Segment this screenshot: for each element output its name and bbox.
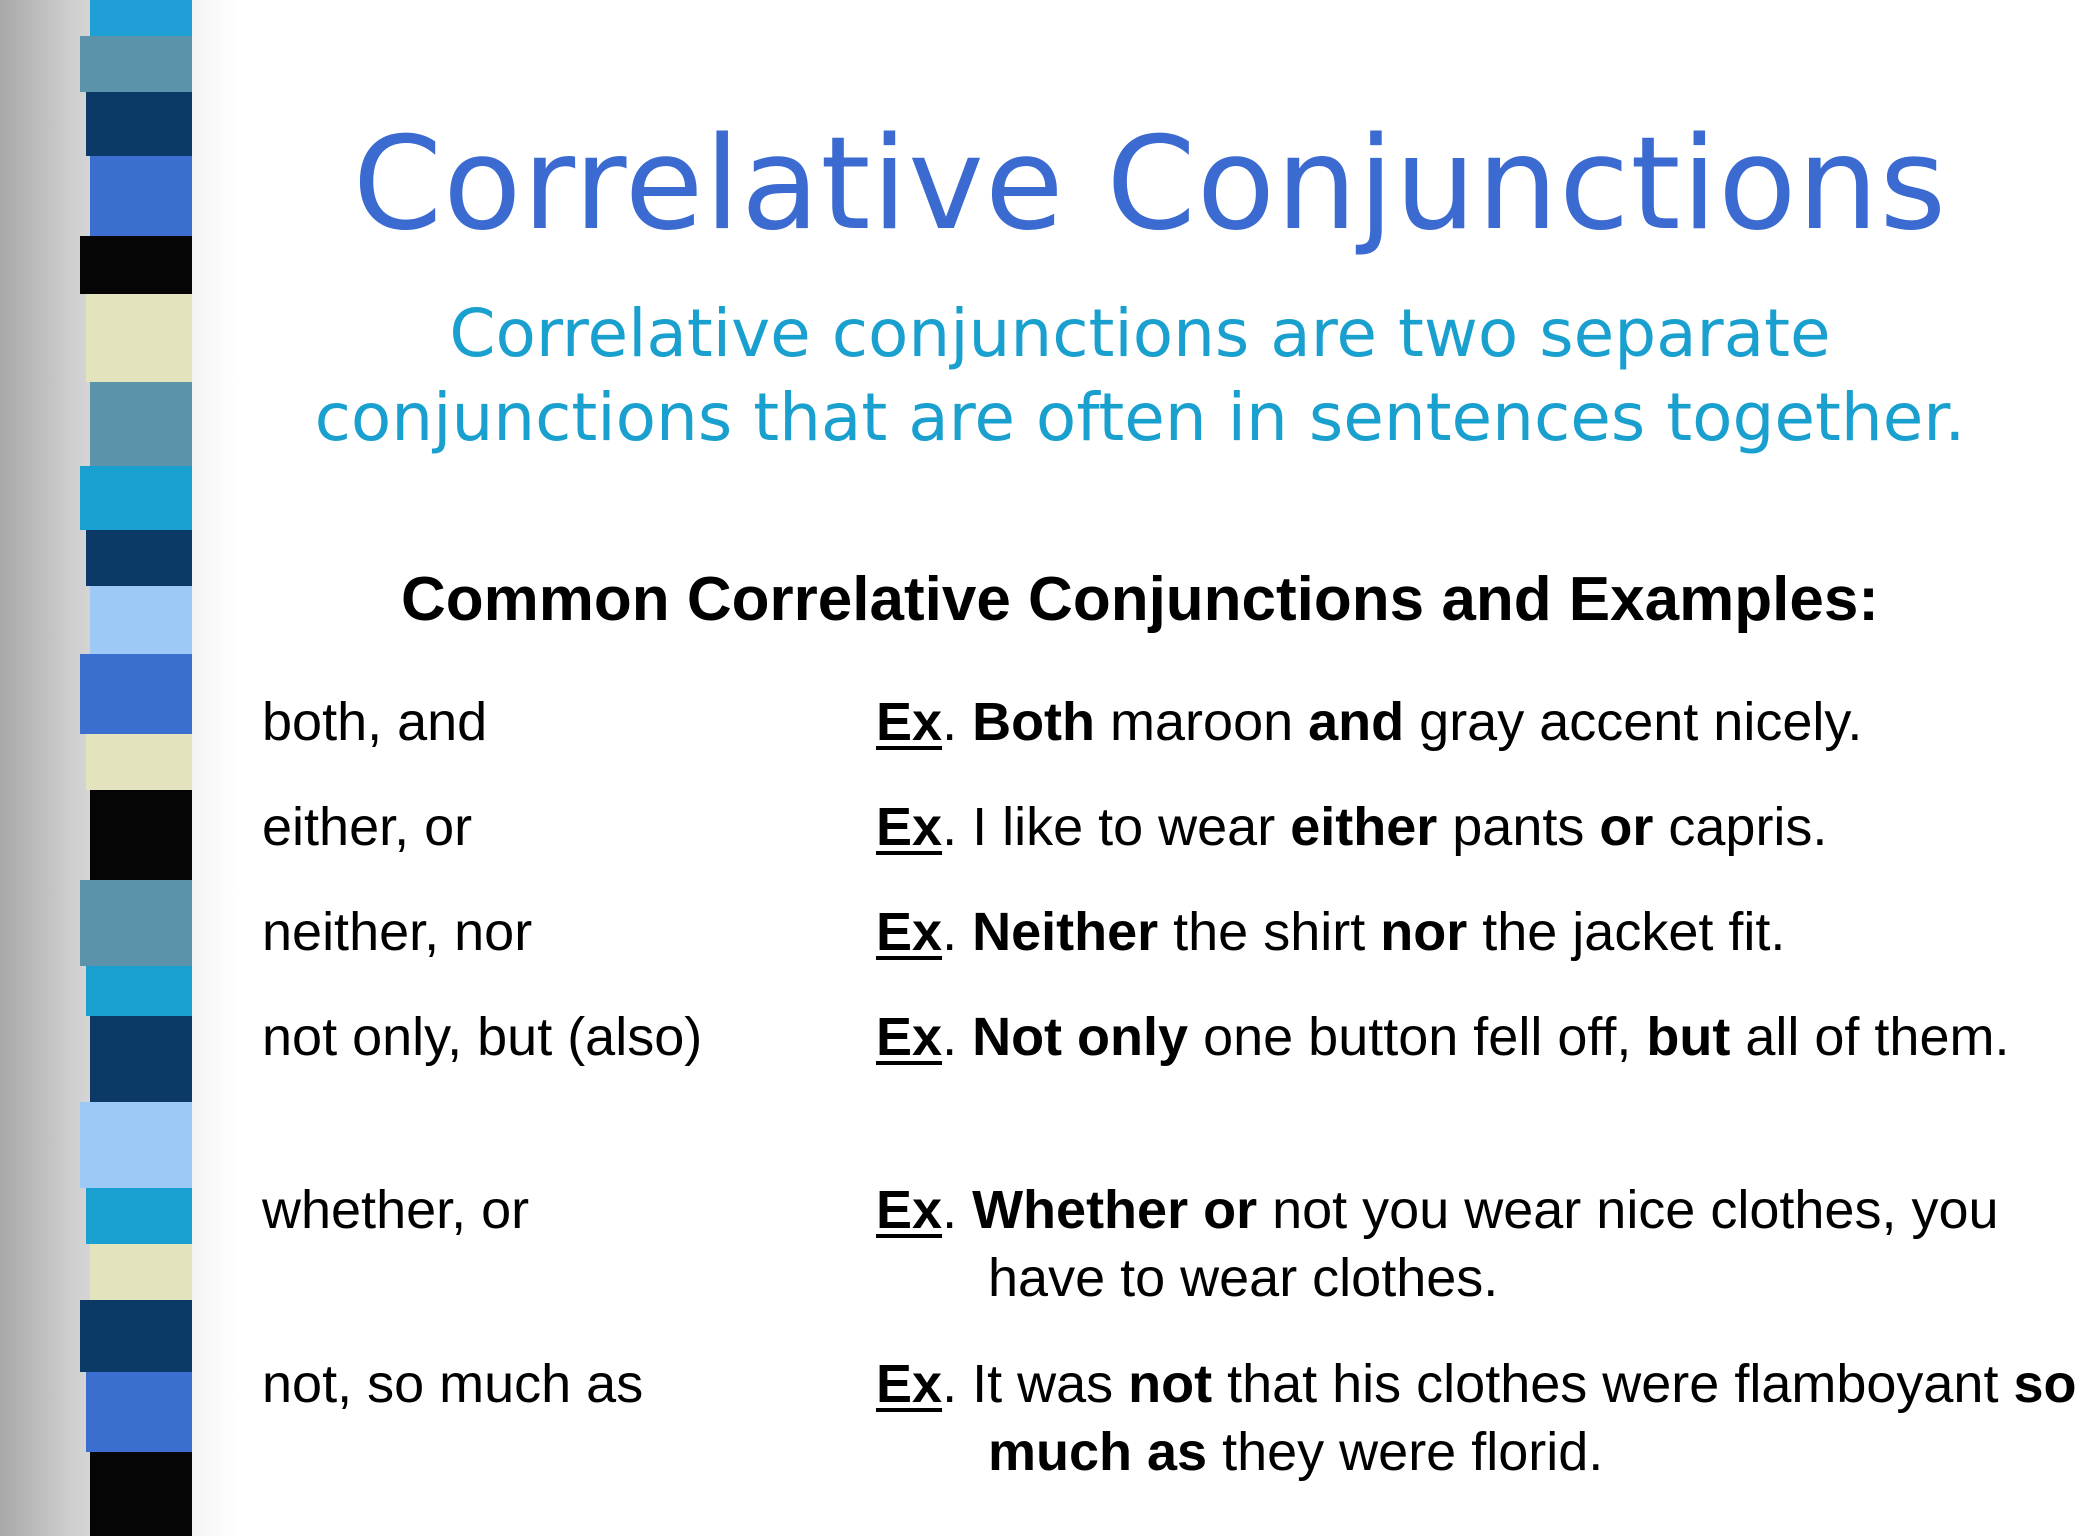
sentence-run: not you wear nice clothes, you have to wear clothes. xyxy=(988,1180,1999,1308)
decorative-stripe xyxy=(90,1244,192,1300)
section-heading: Common Correlative Conjunctions and Examples: xyxy=(401,565,1879,634)
sentence-run: . xyxy=(942,692,973,752)
sentence-run: that his clothes were flamboyant xyxy=(1212,1354,2014,1414)
conjunction-term: both, and xyxy=(262,692,488,752)
example-sentence xyxy=(876,793,2098,861)
example-sentence xyxy=(876,1176,2098,1312)
sentence-run: . I like to wear xyxy=(942,797,1291,857)
sentence-text xyxy=(942,692,1862,752)
conjunction-keyword: Neither xyxy=(972,902,1159,962)
decorative-stripe xyxy=(90,382,192,466)
decorative-stripe xyxy=(80,1300,192,1372)
ex-label: Ex xyxy=(876,1007,943,1067)
decorative-stripe xyxy=(80,654,192,734)
decorative-stripe xyxy=(86,966,192,1016)
decorative-stripe xyxy=(90,0,192,36)
sentence-run: . xyxy=(942,902,973,962)
decorative-stripe xyxy=(90,790,192,880)
decorative-stripe xyxy=(86,92,192,156)
sentence-run: . xyxy=(942,1180,973,1240)
sentence-run: . It was xyxy=(942,1354,1129,1414)
sentence-run: they were florid. xyxy=(1207,1422,1604,1482)
conjunction-keyword: not xyxy=(1128,1354,1213,1414)
decorative-stripe xyxy=(90,156,192,236)
sentence-text xyxy=(942,902,1785,962)
decorative-stripe xyxy=(90,586,192,654)
ex-label: Ex xyxy=(876,1354,943,1414)
example-sentence xyxy=(876,1350,2098,1486)
sentence-text xyxy=(942,1180,1998,1308)
decorative-stripe xyxy=(86,1372,192,1452)
sentence-run: one button fell off, xyxy=(1188,1007,1647,1067)
slide-subtitle: Correlative conjunctions are two separate conjunctions that are often in sentences together. xyxy=(314,295,1966,456)
decorative-stripes xyxy=(0,0,240,1536)
ex-label: Ex xyxy=(876,902,943,962)
conjunction-keyword: Both xyxy=(972,692,1096,752)
decorative-stripe xyxy=(80,880,192,966)
decorative-stripe xyxy=(80,36,192,92)
ex-label: Ex xyxy=(876,692,943,752)
decorative-stripe xyxy=(80,466,192,530)
conjunction-keyword: so much as xyxy=(988,1354,2077,1482)
decorative-stripe xyxy=(86,734,192,790)
decorative-stripe xyxy=(86,294,192,382)
conjunction-term: either, or xyxy=(262,797,473,857)
decorative-stripe xyxy=(90,1016,192,1102)
conjunction-keyword: Not only xyxy=(972,1007,1189,1067)
sentence-run: gray accent nicely. xyxy=(1404,692,1863,752)
decorative-stripe xyxy=(80,236,192,294)
sentence-text xyxy=(942,1007,2009,1067)
conjunction-keyword: and xyxy=(1308,692,1405,752)
conjunction-term: whether, or xyxy=(262,1180,530,1240)
decorative-stripe xyxy=(80,1102,192,1188)
sentence-run: the jacket fit. xyxy=(1467,902,1786,962)
conjunction-keyword: nor xyxy=(1380,902,1468,962)
decorative-stripe xyxy=(86,1188,192,1244)
sentence-run: pants xyxy=(1437,797,1600,857)
sentence-run: capris. xyxy=(1653,797,1828,857)
slide-title: Correlative Conjunctions xyxy=(352,110,1948,259)
ex-label: Ex xyxy=(876,797,943,857)
sentence-run: all of them. xyxy=(1730,1007,2010,1067)
sentence-text xyxy=(942,797,1827,857)
example-sentence xyxy=(876,1003,2098,1071)
conjunction-term: not only, but (also) xyxy=(262,1007,703,1067)
sentence-run: . xyxy=(942,1007,973,1067)
sentence-run: the shirt xyxy=(1158,902,1381,962)
conjunction-keyword: or xyxy=(1599,797,1654,857)
decorative-stripe xyxy=(90,1452,192,1536)
conjunction-keyword: but xyxy=(1646,1007,1731,1067)
decorative-stripe xyxy=(86,530,192,586)
conjunction-term: not, so much as xyxy=(262,1354,644,1414)
example-sentence xyxy=(876,688,2098,756)
sentence-run: maroon xyxy=(1095,692,1309,752)
sentence-text xyxy=(942,1354,2076,1482)
ex-label: Ex xyxy=(876,1180,943,1240)
conjunction-keyword: Whether or xyxy=(972,1180,1258,1240)
conjunction-keyword: either xyxy=(1290,797,1438,857)
example-sentence xyxy=(876,898,2098,966)
conjunction-term: neither, nor xyxy=(262,902,533,962)
